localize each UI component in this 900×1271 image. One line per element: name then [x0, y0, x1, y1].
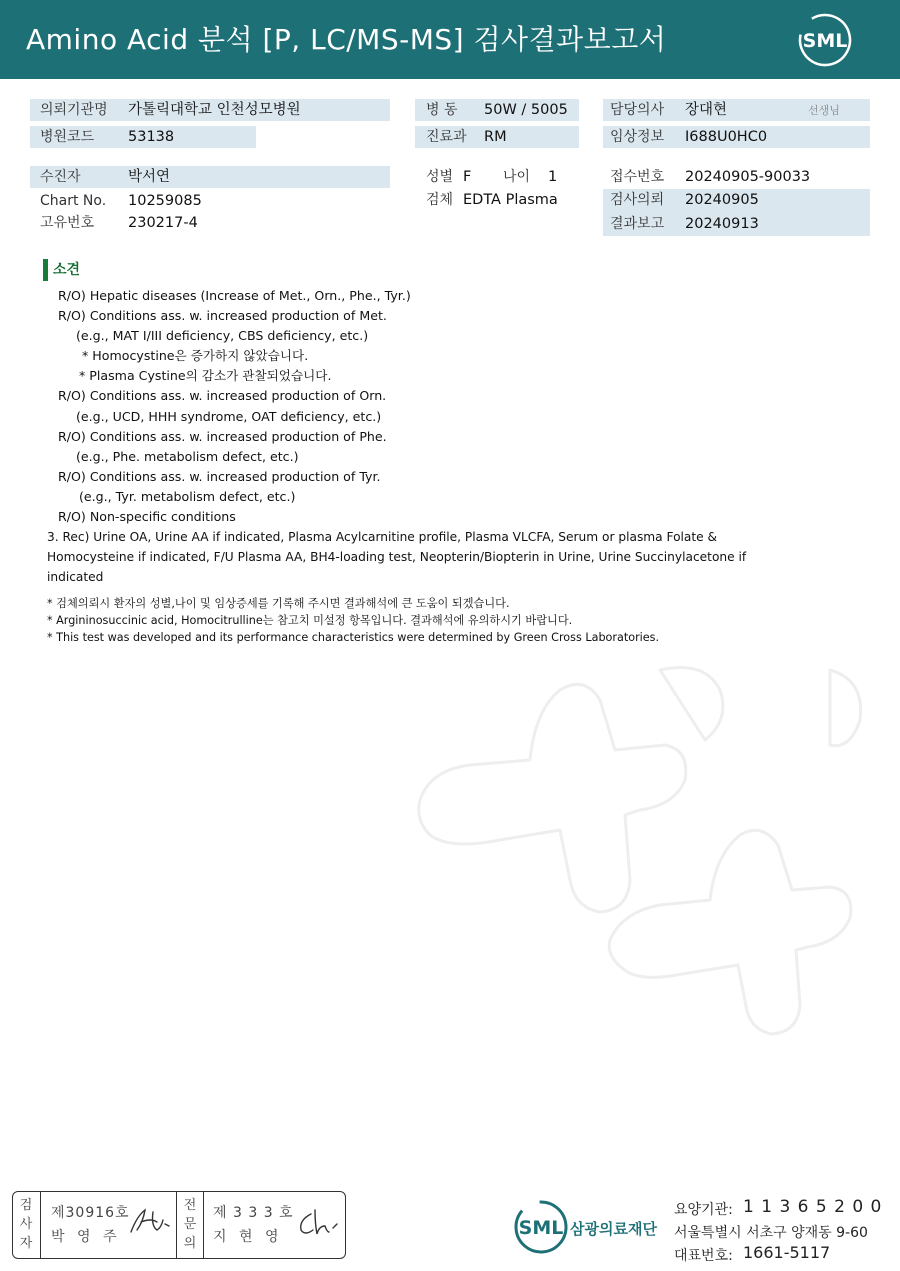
footer-sml-logo [512, 1198, 570, 1256]
phone-number: 1661-5117 [743, 1243, 831, 1262]
chart-no-value: 10259085 [128, 193, 202, 209]
specialist-license: 제 3 3 3 호 [213, 1205, 294, 1221]
address: 서울특별시 서초구 양재동 9-60 [674, 1225, 868, 1241]
examiner-name: 박 영 주 [51, 1229, 121, 1245]
institution-label: 의뢰기관명 [40, 102, 108, 118]
report-title: Amino Acid 분석 [P, LC/MS-MS] 검사결과보고서 [26, 23, 667, 56]
request-date-value: 20240905 [685, 192, 759, 208]
unique-no-label: 고유번호 [40, 215, 95, 231]
finding-line: (e.g., UCD, HHH syndrome, OAT deficiency, etc.) [76, 409, 382, 424]
specialist-label: 전 문 의 [183, 1198, 197, 1251]
sex-label: 성별 [426, 169, 454, 185]
patient-band [30, 166, 390, 188]
finding-line: R/O) Conditions ass. w. increased production of Phe. [58, 429, 387, 444]
watermark-crosses [360, 650, 880, 1070]
age-label: 나이 [503, 169, 531, 185]
department-label: 진료과 [426, 129, 467, 145]
chart-no-label: Chart No. [40, 193, 107, 209]
finding-line: (e.g., MAT I/III deficiency, CBS deficiency, etc.) [76, 328, 369, 343]
institution-value: 가톨릭대학교 인천성모병원 [128, 102, 301, 118]
specimen-value: EDTA Plasma [463, 192, 558, 208]
recommendation-line: Homocysteine if indicated, F/U Plasma AA, BH4-loading test, Neopterin/Biopterin in Urine, Urine Succinylacetone if [47, 550, 747, 564]
examiner-label: 검 사 자 [19, 1198, 33, 1251]
examiner-signature [127, 1204, 173, 1238]
hospital-code-label: 병원코드 [40, 129, 95, 145]
age-value: 1 [548, 169, 558, 185]
doctor-label: 담당의사 [610, 102, 665, 118]
recommendation-line: 3. Rec) Urine OA, Urine AA if indicated, Plasma Acylcarnitine profile, Plasma VLCFA, Serum or plasma Folate & [47, 530, 718, 544]
signature-box [12, 1191, 346, 1259]
care-institution-number: 1 1 3 6 5 2 0 0 [743, 1197, 883, 1217]
finding-line: R/O) Conditions ass. w. increased production of Met. [58, 308, 387, 323]
specimen-label: 검체 [426, 192, 454, 208]
ward-label: 병 동 [426, 102, 458, 118]
divider [176, 1192, 177, 1258]
request-date-label: 검사의뢰 [610, 192, 665, 208]
footnote: * 검체의뢰시 환자의 성별,나이 및 임상증세를 기록해 주시면 결과해석에 큰 도움이 되겠습니다. [47, 597, 510, 610]
examiner-license: 제30916호 [51, 1205, 130, 1221]
ward-value: 50W / 5005 [484, 102, 568, 118]
clinical-info-label: 임상정보 [610, 129, 665, 145]
doctor-suffix: 선생님 [808, 104, 840, 117]
doctor-value: 장대현 [685, 102, 728, 118]
footer-org-name: 삼광의료재단 [570, 1220, 657, 1238]
clinical-info-value: I688U0HC0 [685, 129, 768, 145]
sml-logo [796, 12, 854, 68]
report-date-label: 결과보고 [610, 216, 665, 232]
divider [40, 1192, 41, 1258]
divider [203, 1192, 204, 1258]
finding-line: (e.g., Phe. metabolism defect, etc.) [76, 449, 299, 464]
findings-title: 소견 [53, 262, 81, 278]
footnote: * This test was developed and its performance characteristics were determined by Green Cross Laboratories. [47, 631, 660, 644]
finding-line: R/O) Conditions ass. w. increased production of Orn. [58, 388, 387, 403]
finding-line: (e.g., Tyr. metabolism defect, etc.) [79, 489, 296, 504]
care-institution-label: 요양기관: [674, 1202, 733, 1218]
sml-logo-text: SML [802, 30, 848, 52]
specialist-name: 지 현 영 [213, 1229, 283, 1245]
findings-marker [43, 259, 48, 281]
receipt-no-label: 접수번호 [610, 169, 665, 185]
patient-value: 박서연 [128, 169, 171, 185]
finding-line: R/O) Hepatic diseases (Increase of Met., Orn., Phe., Tyr.) [58, 288, 411, 303]
unique-no-value: 230217-4 [128, 215, 198, 231]
hospital-code-value: 53138 [128, 129, 175, 145]
finding-line: R/O) Conditions ass. w. increased production of Tyr. [58, 469, 381, 484]
sex-value: F [463, 169, 472, 185]
patient-label: 수진자 [40, 169, 81, 185]
receipt-no-value: 20240905-90033 [685, 169, 811, 185]
finding-line: * Plasma Cystine의 감소가 관찰되었습니다. [79, 368, 332, 383]
department-value: RM [484, 129, 507, 145]
report-date-value: 20240913 [685, 216, 759, 232]
finding-line: * Homocystine은 증가하지 않았습니다. [82, 348, 309, 363]
footer-logo-text: SML [518, 1217, 564, 1239]
recommendation-line: indicated [47, 570, 104, 584]
footnote: * Argininosuccinic acid, Homocitrulline는 참고치 미설정 항목입니다. 결과해석에 유의하시기 바랍니다. [47, 614, 573, 627]
finding-line: R/O) Non-specific conditions [58, 509, 236, 524]
specialist-signature [295, 1206, 341, 1240]
phone-label: 대표번호: [674, 1248, 733, 1264]
